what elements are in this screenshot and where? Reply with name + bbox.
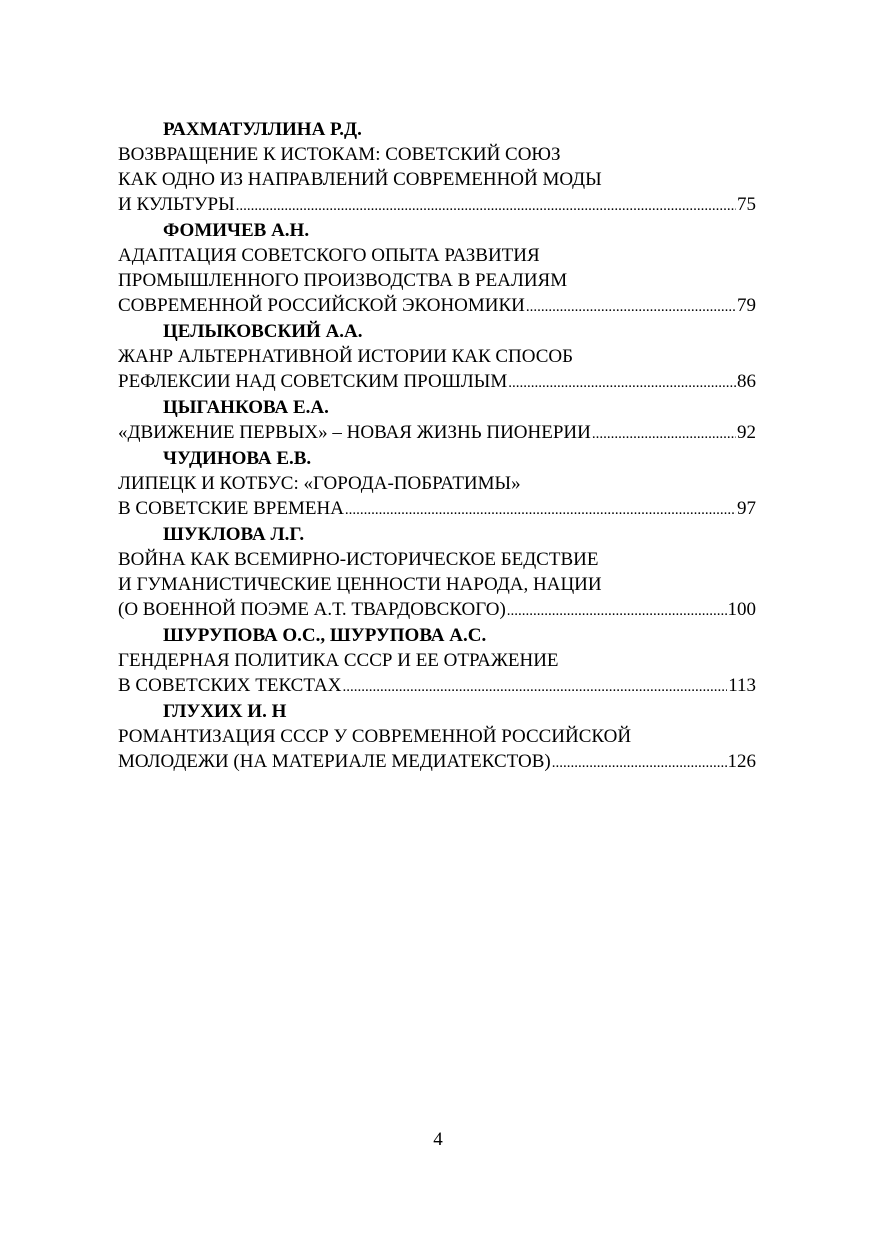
entry-page-number: 97: [737, 498, 756, 519]
entry-page-number: 92: [737, 422, 756, 443]
entry-title-line: ВОЙНА КАК ВСЕМИРНО-ИСТОРИЧЕСКОЕ БЕДСТВИЕ: [118, 549, 599, 570]
entry-author: ШУКЛОВА Л.Г.: [163, 524, 305, 545]
entry-page-number: 126: [727, 751, 756, 772]
entry-page-number: 79: [737, 295, 756, 316]
toc-entry: [118, 700, 756, 776]
entry-title-line: ЛИПЕЦК И КОТБУС: «ГОРОДА-ПОБРАТИМЫ»: [118, 473, 521, 494]
page-number: 4: [433, 1129, 443, 1150]
dot-leader: [508, 369, 736, 396]
entry-title-line: И ГУМАНИСТИЧЕСКИЕ ЦЕННОСТИ НАРОДА, НАЦИИ: [118, 574, 602, 595]
entry-author: ГЛУХИХ И. Н: [163, 701, 287, 722]
entry-author: РАХМАТУЛЛИНА Р.Д.: [163, 119, 362, 140]
entry-page-number: 86: [737, 371, 756, 392]
entry-last-line: [118, 597, 756, 624]
entry-author: ЦЕЛЫКОВСКИЙ А.А.: [163, 321, 363, 342]
dot-leader: [342, 673, 727, 700]
entry-title-line: АДАПТАЦИЯ СОВЕТСКОГО ОПЫТА РАЗВИТИЯ: [118, 245, 540, 266]
entry-title-end: «ДВИЖЕНИЕ ПЕРВЫХ» – НОВАЯ ЖИЗНЬ ПИОНЕРИИ: [118, 422, 591, 443]
toc-entry: [118, 118, 756, 219]
entry-title-end: В СОВЕТСКИЕ ВРЕМЕНА: [118, 498, 344, 519]
entry-page-number: 100: [727, 599, 756, 620]
toc-entry: [118, 219, 756, 320]
dot-leader: [592, 420, 736, 447]
entry-title-end: И КУЛЬТУРЫ: [118, 194, 235, 215]
entry-title-line: ПРОМЫШЛЕННОГО ПРОИЗВОДСТВА В РЕАЛИЯМ: [118, 270, 568, 291]
entry-last-line: [118, 369, 756, 396]
entry-title-end: В СОВЕТСКИХ ТЕКСТАХ: [118, 675, 342, 696]
dot-leader: [526, 293, 736, 320]
entry-title-line: ЖАНР АЛЬТЕРНАТИВНОЙ ИСТОРИИ КАК СПОСОБ: [118, 346, 574, 367]
toc-entry: [118, 624, 756, 700]
entry-last-line: [118, 192, 756, 219]
dot-leader: [507, 597, 727, 624]
entry-title-line: КАК ОДНО ИЗ НАПРАВЛЕНИЙ СОВРЕМЕННОЙ МОДЫ: [118, 169, 602, 190]
entry-title-end: РЕФЛЕКСИИ НАД СОВЕТСКИМ ПРОШЛЫМ: [118, 371, 508, 392]
entry-title-end: (О ВОЕННОЙ ПОЭМЕ А.Т. ТВАРДОВСКОГО): [118, 599, 506, 620]
entry-last-line: [118, 293, 756, 320]
table-of-contents: [118, 118, 756, 776]
entry-title-end: СОВРЕМЕННОЙ РОССИЙСКОЙ ЭКОНОМИКИ: [118, 295, 525, 316]
entry-title-line: ГЕНДЕРНАЯ ПОЛИТИКА СССР И ЕЕ ОТРАЖЕНИЕ: [118, 650, 559, 671]
toc-entry: [118, 320, 756, 396]
entry-page-number: 113: [728, 675, 756, 696]
dot-leader: [552, 749, 727, 776]
entry-author: ШУРУПОВА О.С., ШУРУПОВА А.С.: [163, 625, 487, 646]
entry-title-end: МОЛОДЕЖИ (НА МАТЕРИАЛЕ МЕДИАТЕКСТОВ): [118, 751, 551, 772]
toc-entry: [118, 447, 756, 523]
toc-entry: [118, 396, 756, 447]
dot-leader: [345, 496, 736, 523]
entry-last-line: [118, 496, 756, 523]
entry-title-line: РОМАНТИЗАЦИЯ СССР У СОВРЕМЕННОЙ РОССИЙСКОЙ: [118, 726, 632, 747]
entry-page-number: 75: [737, 194, 756, 215]
entry-last-line: [118, 420, 756, 447]
toc-entry: [118, 523, 756, 624]
entry-author: ФОМИЧЕВ А.Н.: [163, 220, 310, 241]
entry-author: ЧУДИНОВА Е.В.: [163, 448, 312, 469]
entry-last-line: [118, 673, 756, 700]
entry-last-line: [118, 749, 756, 776]
entry-author: ЦЫГАНКОВА Е.А.: [163, 397, 329, 418]
dot-leader: [236, 192, 736, 219]
entry-title-line: ВОЗВРАЩЕНИЕ К ИСТОКАМ: СОВЕТСКИЙ СОЮЗ: [118, 144, 561, 165]
